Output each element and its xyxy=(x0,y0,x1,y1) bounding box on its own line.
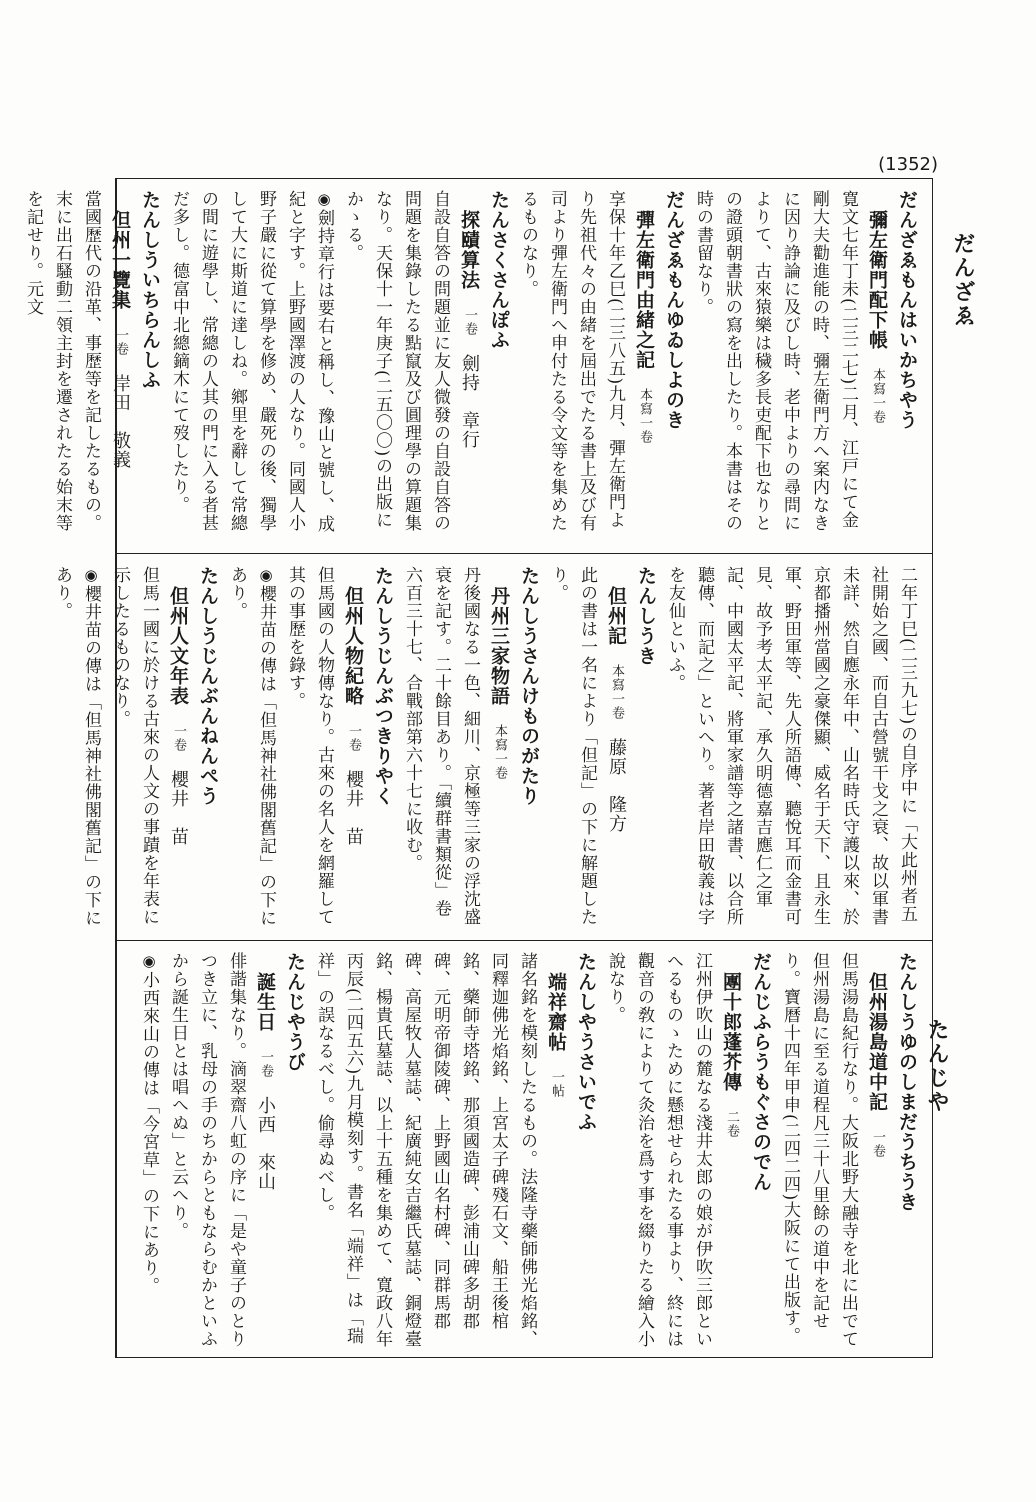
note-mark: ◉ xyxy=(257,566,275,585)
entry-author: 小西 來山 xyxy=(255,1096,276,1191)
note-mark: ◉ xyxy=(140,952,158,971)
entry xyxy=(47,566,105,932)
entry-body xyxy=(513,190,629,546)
entry-body xyxy=(47,566,105,932)
entry-title-line xyxy=(105,190,135,546)
entry-title: 探賾算法 xyxy=(458,210,480,290)
entry-heading: たんじやうび xyxy=(284,952,306,1072)
entry xyxy=(543,566,660,932)
bottom-tier xyxy=(125,952,921,1348)
entry xyxy=(105,566,222,932)
entry-volume: 一帖 xyxy=(549,1070,564,1098)
entry-body-text: 但馬一國に於ける古來の人文の事蹟を年表に示したるものなり。 xyxy=(110,566,159,926)
entry-volume: 本寫一卷 xyxy=(609,664,624,720)
entry-body-text: 但馬國の人物傳なり。古來の名人を網羅して其の事歷を錄す。 xyxy=(285,566,334,926)
entry-volume: 本寫一卷 xyxy=(870,368,885,424)
entry-title: 彈左衛門由緒之記 xyxy=(633,210,655,370)
entry-volume: 本寫一卷 xyxy=(637,388,652,444)
entry-author: 岸田 敬義 xyxy=(110,374,131,469)
entry-title: 團十郎蓬芥傳 xyxy=(720,972,742,1092)
page-number: (1352) xyxy=(878,154,938,175)
entry xyxy=(222,566,280,932)
entry-title: 丹州三家物語 xyxy=(488,586,510,706)
entry-heading: だんざゑもんゆゐしよのき xyxy=(663,190,685,430)
entry-title: 誕生日 xyxy=(254,972,276,1032)
note-mark: ◉ xyxy=(315,190,333,209)
entry-body xyxy=(600,952,716,1348)
entry-body xyxy=(775,952,862,1348)
entry-body xyxy=(163,952,250,1348)
entry-heading: たんしうさんけものがたり xyxy=(518,566,540,806)
entry xyxy=(164,190,338,546)
entry-volume: 二卷 xyxy=(724,1110,739,1138)
entry xyxy=(18,190,164,546)
entry-title-line xyxy=(629,190,659,546)
entry-body-text: 寛文七年丁未(二三二七)二月、江戸にて金剛大夫勸進能の時、彌左衛門方へ案内なきに因り諍論に及びし時、老中よりの尋問によりて、古來猿樂は穢多長吏配下也なりとの證頭朝書狀の寫を出したり。本書はその時の書留なり。 xyxy=(693,190,858,532)
entry-heading: たんしういちらんしふ xyxy=(139,190,161,390)
entry-body xyxy=(309,952,541,1348)
entry-heading: たんしうじんぶんねんぺう xyxy=(197,566,219,806)
entry xyxy=(660,566,921,932)
entry-body-text: 櫻井苗の傳は「但馬神社佛閣舊記」の下にあり。 xyxy=(227,566,276,927)
entry xyxy=(338,190,513,546)
entry xyxy=(280,566,397,932)
tier-separator-1 xyxy=(115,553,933,554)
entry-body xyxy=(660,566,921,932)
entry-body-text: 櫻井苗の傳は「但馬神社佛閣舊記」の下にあり。 xyxy=(52,566,101,927)
entry xyxy=(134,952,163,1348)
tier-separator-2 xyxy=(115,940,933,941)
entry-body-text: 江州伊吹山の麓なる淺井太郎の娘が伊吹三郎といへるものゝために懸想せられたる事より、終には觀音の敎によりて灸治を爲す事を綴りたる繪入小說なり。 xyxy=(605,952,712,1348)
entry-title: 但州湯島道中記 xyxy=(866,972,888,1112)
entry-body-text: 丹後國なる一色、細川、京極等三家の浮沈盛衰を記す。二十餘目あり。「續群書類從」卷六百三十七、合戰部第六十七に收む。 xyxy=(402,566,480,926)
entry-title-line xyxy=(163,566,193,932)
entry-author: 劍持 章行 xyxy=(459,354,480,449)
entry-heading: たんしうゆのしまだうちうき xyxy=(896,952,918,1212)
entry-body-text: 劍持章行は要右と稱し、豫山と號し、成紀と字す。上野國澤渡の人なり。同國人小野子嚴に從て算學を修め、嚴死の後、獨學して大に斯道に達しね。鄉里を辭して常總の間に遊學し、常總の人其の門に入る者甚だ多し。德富中北總鏑木にて歿したり。 xyxy=(169,190,334,533)
entry-volume: 本寫一卷 xyxy=(492,724,507,780)
entry-body xyxy=(338,190,454,546)
entry-author: 櫻井 苗 xyxy=(168,770,189,846)
entry-volume: 一卷 xyxy=(870,1130,885,1158)
entry-volume: 一卷 xyxy=(462,308,477,336)
entry-heading: たんさくさんぽふ xyxy=(488,190,510,350)
entry-heading: たんしやうさいでふ xyxy=(575,952,597,1132)
entry-body xyxy=(688,190,862,546)
entry-title-line xyxy=(484,566,514,932)
entry-body-text: 自設自答の問題並に友人微發の自設自答の問題を集錄したる點竄及び圓理學の算題集なり。天保十一年庚子(二五〇〇)の出版にかゝる。 xyxy=(343,190,450,532)
entry-title: 但州一覽集 xyxy=(109,210,131,310)
running-head-right: たんじや xyxy=(924,1018,950,1114)
entry-body xyxy=(18,190,105,546)
entry-volume: 一卷 xyxy=(258,1050,273,1078)
entry xyxy=(309,952,600,1348)
entry-title: 但州人物紀略 xyxy=(342,586,364,706)
entry-title: 端祥齋帖 xyxy=(545,972,567,1052)
entry-title: 但州人文年表 xyxy=(167,586,189,706)
note-mark: ◉ xyxy=(82,566,100,585)
entry xyxy=(600,952,775,1348)
entry-author: 櫻井 苗 xyxy=(343,770,364,846)
entry xyxy=(775,952,921,1348)
entry-title: 但州記 xyxy=(605,586,627,646)
entry-body xyxy=(397,566,484,932)
entry-body xyxy=(280,566,338,932)
entry-heading: だんざゑもんはいかちやう xyxy=(896,190,918,430)
entry-author: 藤原 隆方 xyxy=(606,738,627,833)
entry-volume: 一卷 xyxy=(113,328,128,356)
entry-title-line xyxy=(454,190,484,546)
entry-title-line xyxy=(862,190,892,546)
entry-title: 彌左衛門配下帳 xyxy=(866,210,888,350)
entry-body xyxy=(543,566,601,932)
entry-body xyxy=(105,566,163,932)
entry-heading: だんじふらうもぐさのでん xyxy=(750,952,772,1192)
entry-title-line xyxy=(541,952,571,1348)
entry-body-text: 當國歷代の沿革、事歷等を記したるもの。末に出石騷動二領主封を遷されたる始末等を記せり。元文 xyxy=(23,190,101,532)
entry-body-text: 此の書は一名により「但記」の下に解題したり。 xyxy=(548,566,597,926)
entry-body-text: 二年丁巳(二三九七)の自序中に「大此州者五社開始之國、而自古營號干戈之衰、故以軍書未詳、然自應永年中、山名時氏守護以來、於京都播州當國之豪傑顯、威名于天下、且永生軍、野田軍等、先人所語傳、聽悅耳而金書可見、故予考太平記、承久明德嘉吉應仁之軍記、中國太平記、將軍家譜等之諸書、以合所聽傳、而記之」といへり。著者岸田敬義は字を友仙といふ。 xyxy=(665,566,917,926)
entry-volume: 一卷 xyxy=(171,724,186,752)
entry-title-line xyxy=(338,566,368,932)
entry-body-text: 小西來山の傳は「今宮草」の下にあり。 xyxy=(139,971,159,1295)
entry-body xyxy=(222,566,280,932)
entry-body-text: 享保十年乙巳(二三八五)九月、彈左衛門より先祖代々の由緒を屆出でたる書上及び有司より彈左衛門へ申付たる令文等を集めたるものなり。 xyxy=(518,190,625,532)
entry-body xyxy=(134,952,163,1348)
entry-heading: たんしうじんぶつきりやく xyxy=(372,566,394,806)
entry-heading: たんしうき xyxy=(635,566,657,666)
entry-title-line xyxy=(250,952,280,1348)
entry-body-text: 諸名銘を模刻したるもの。法隆寺藥師佛光焰銘、同釋迦佛光焰銘、上宮太子碑殘石文、船王後棺銘、藥師寺塔銘、那須國造碑、彭浦山碑多胡郡碑、元明帝御陵碑、上野國山名村碑、同群馬郡碑、高屋牧人墓誌、紀廣純女吉繼氏墓誌、銅燈臺銘、楊貴氏墓誌、以上十五種を集めて、寬政八年丙辰(二四五六)九月模刻す。書名「端祥」は「瑞祥」の誤なるべし。偷尋ぬべし。 xyxy=(314,952,537,1348)
running-head-left: だんざゑ xyxy=(950,232,976,328)
middle-tier xyxy=(52,566,921,932)
entry xyxy=(397,566,543,932)
entry-body-text: 但馬湯島紀行なり。大阪北野大融寺を北に出でて但州湯島に至る道程凡三十八里餘の道中を記せり。寶曆十四年甲申(二四二四)大阪にて出版す。 xyxy=(780,952,858,1348)
entry xyxy=(513,190,688,546)
entry-body-text: 俳諧集なり。滴翠齋八虹の序に「是や童子のとりつき立に、乳母の手のちからともならむかといふから誕生日とは唱へぬ」と云へり。 xyxy=(168,952,246,1348)
entry xyxy=(163,952,309,1348)
entry-volume: 一卷 xyxy=(346,724,361,752)
entry-title-line xyxy=(862,952,892,1348)
entry-title-line xyxy=(716,952,746,1348)
entry-body xyxy=(164,190,338,546)
top-tier xyxy=(23,190,921,546)
entry xyxy=(688,190,921,546)
entry-title-line xyxy=(601,566,631,932)
